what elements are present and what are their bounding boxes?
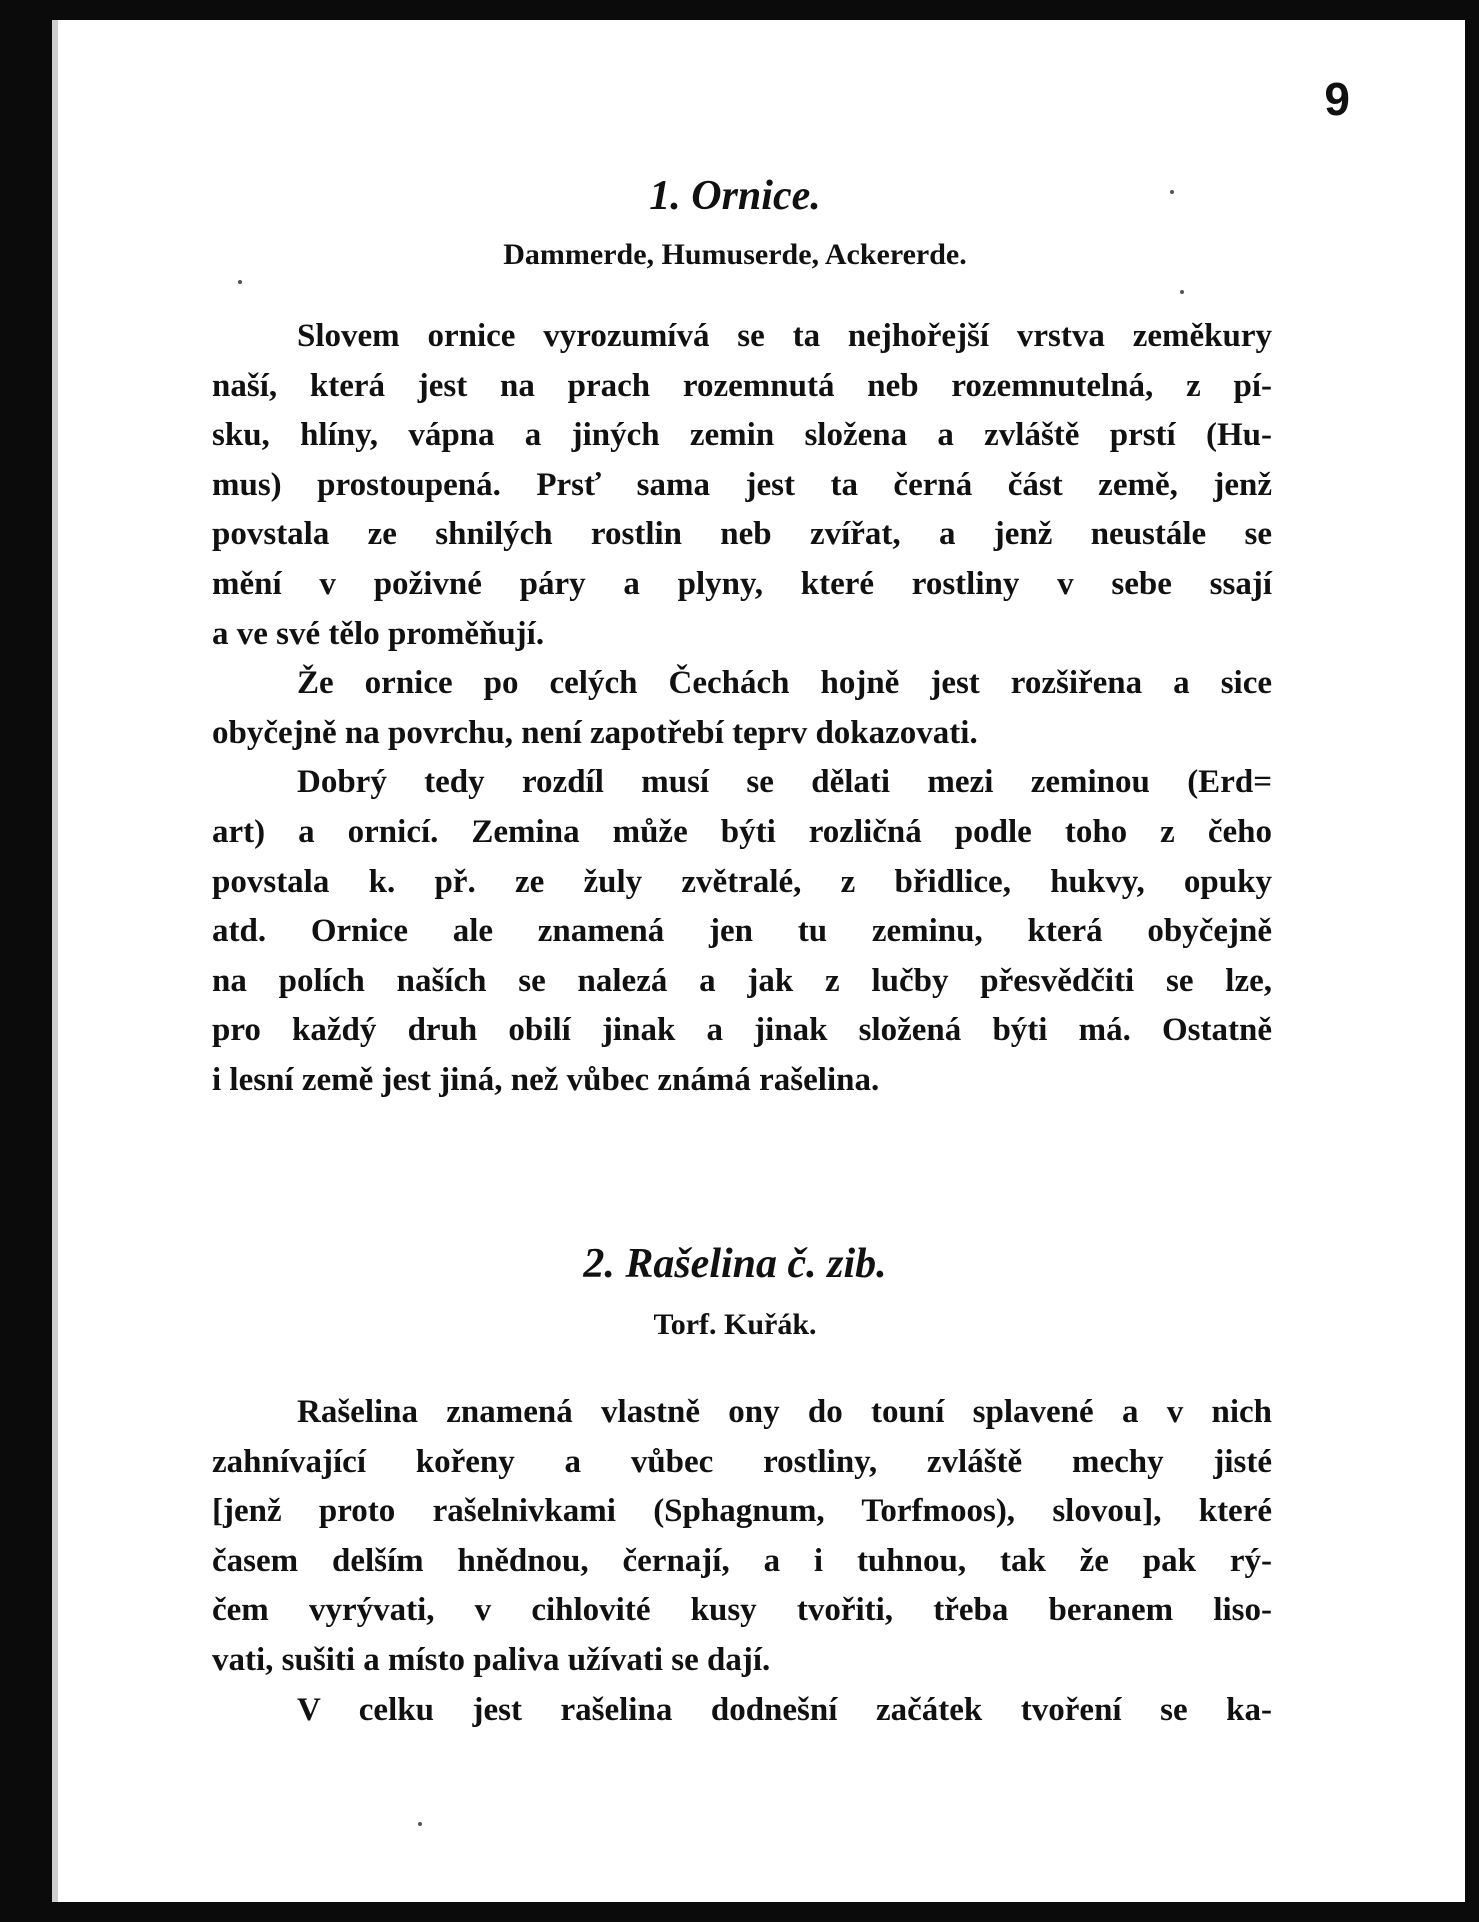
text-line: povstala ze shnilých rostlin neb zvířat, a jenž neustále se <box>212 516 1272 553</box>
text-line: Slovem ornice vyrozumívá se ta nejhořejší vrstva zeměkury <box>297 318 1272 354</box>
text-line: obyčejně na povrchu, není zapotřebí teprv dokazovati. <box>212 714 978 751</box>
scan-speck <box>1180 290 1184 294</box>
scan-border-bottom <box>0 1902 1479 1922</box>
text-line: a ve své tělo proměňují. <box>212 615 545 652</box>
text-line: časem delším hnědnou, černají, a i tuhnou, tak že pak rý- <box>212 1542 1272 1579</box>
text-line: V celku jest rašelina dodnešní začátek tvoření se ka- <box>297 1691 1272 1728</box>
section-2-heading: 2. Rašelina č. zib. <box>583 1241 887 1287</box>
text-line: čem vyrývati, v cihlovité kusy tvořiti, třeba beranem liso- <box>212 1592 1272 1629</box>
text-line: Dobrý tedy rozdíl musí se dělati mezi zeminou (Erd= <box>297 764 1272 801</box>
section-2-body <box>212 1388 1272 1735</box>
text-line: art) a ornicí. Zemina může býti rozličná podle toho z čeho <box>212 813 1272 850</box>
text-line: vati, sušiti a místo paliva užívati se dají. <box>212 1641 771 1678</box>
scan-speck <box>418 1822 422 1826</box>
section-1-german-terms: Dammerde, Humuserde, Ackererde. <box>503 238 967 271</box>
section-1-body <box>212 312 1272 1106</box>
text-line: pro každý druh obilí jinak a jinak složená býti má. Ostatně <box>212 1012 1272 1049</box>
scan-speck <box>238 280 242 284</box>
scan-border-top <box>0 0 1479 20</box>
text-line: mění v poživné páry a plyny, které rostliny v sebe ssají <box>212 565 1272 602</box>
text-line: zahnívající kořeny a vůbec rostliny, zvláště mechy jisté <box>212 1443 1272 1480</box>
text-line: Že ornice po celých Čechách hojně jest rozšiřena a sice <box>297 665 1272 702</box>
text-line: sku, hlíny, vápna a jiných zemin složena a zvláště prstí (Hu- <box>212 417 1272 454</box>
page-gutter-shadow <box>52 20 58 1922</box>
text-line: i lesní země jest jiná, než vůbec známá rašelina. <box>212 1061 880 1098</box>
text-line: na polích naších se nalezá a jak z lučby přesvědčiti se lze, <box>212 962 1272 999</box>
section-1-heading: 1. Ornice. <box>649 173 821 219</box>
text-line: Rašelina znamená vlastně ony do touní splavené a v nich <box>297 1394 1272 1430</box>
scan-border-right <box>1465 0 1479 1922</box>
text-line: mus) prostoupená. Prsť sama jest ta černá část země, jenž <box>212 466 1272 503</box>
text-line: naší, která jest na prach rozemnutá neb rozemnutelná, z pí- <box>212 367 1272 404</box>
text-line: [jenž proto rašelnivkami (Sphagnum, Torfmoos), slovou], které <box>212 1493 1272 1530</box>
text-line: atd. Ornice ale znamená jen tu zeminu, která obyčejně <box>212 913 1272 950</box>
scan-border-left <box>0 0 52 1922</box>
page-number: 9 <box>1324 73 1350 125</box>
text-line: povstala k. př. ze žuly zvětralé, z břidlice, hukvy, opuky <box>212 863 1272 900</box>
section-2-german-terms: Torf. Kuřák. <box>653 1308 817 1341</box>
